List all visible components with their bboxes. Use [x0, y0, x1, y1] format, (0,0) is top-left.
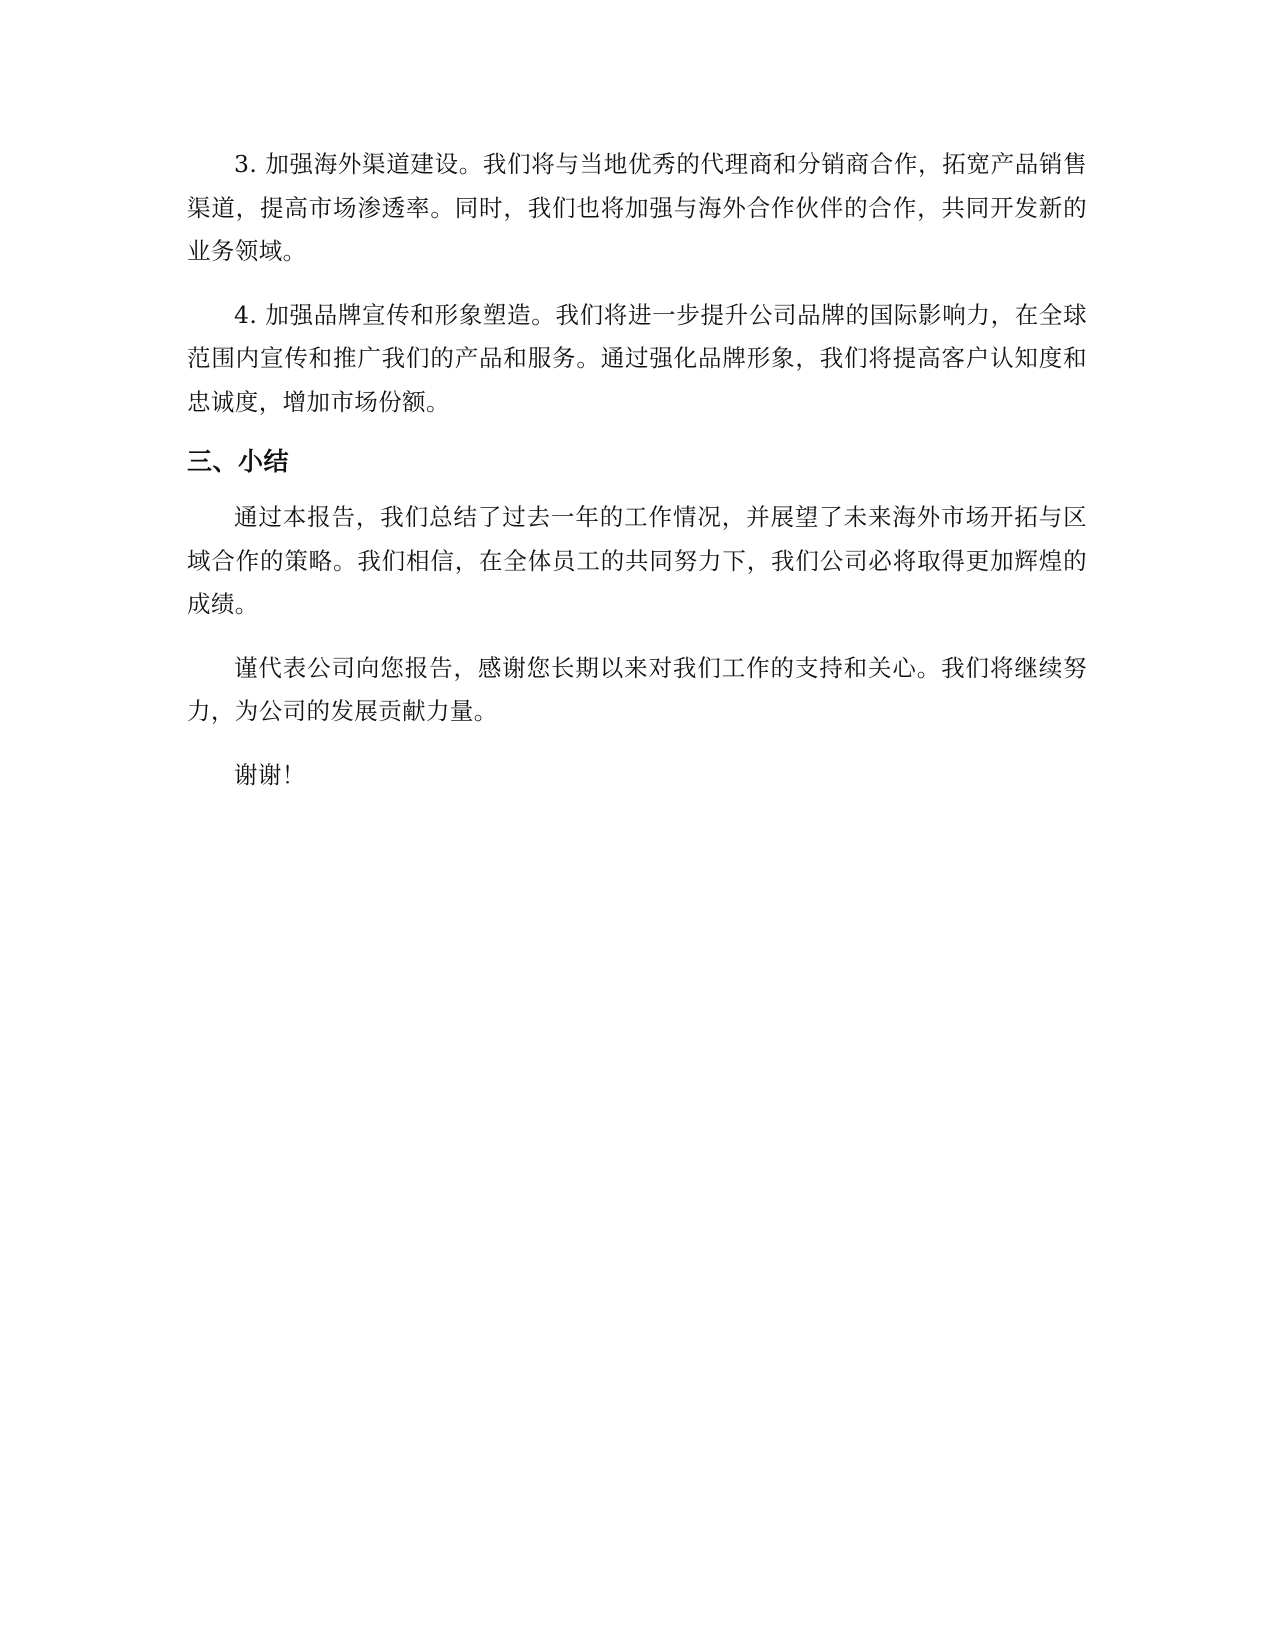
- paragraph-thanks: 谢谢！: [234, 760, 306, 789]
- paragraph-summary: 通过本报告，我们总结了过去一年的工作情况，并展望了未来海外市场开拓与区域合作的策略。我们相信，在全体员工的共同努力下，我们公司必将取得更加辉煌的成绩。: [187, 503, 1087, 618]
- paragraph-closing: 谨代表公司向您报告，感谢您长期以来对我们工作的支持和关心。我们将继续努力，为公司的发展贡献力量。: [187, 653, 1087, 725]
- paragraph-brand-promotion: 4. 加强品牌宣传和形象塑造。我们将进一步提升公司品牌的国际影响力，在全球范围内宣传和推广我们的产品和服务。通过强化品牌形象，我们将提高客户认知度和忠诚度，增加市场份额。: [187, 300, 1087, 416]
- section-heading-summary: 三、小结: [187, 447, 290, 476]
- document-body: [187, 143, 1087, 817]
- paragraph-channel-building: 3. 加强海外渠道建设。我们将与当地优秀的代理商和分销商合作，拓宽产品销售渠道，提高市场渗透率。同时，我们也将加强与海外合作伙伴的合作，共同开发新的业务领域。: [187, 150, 1087, 265]
